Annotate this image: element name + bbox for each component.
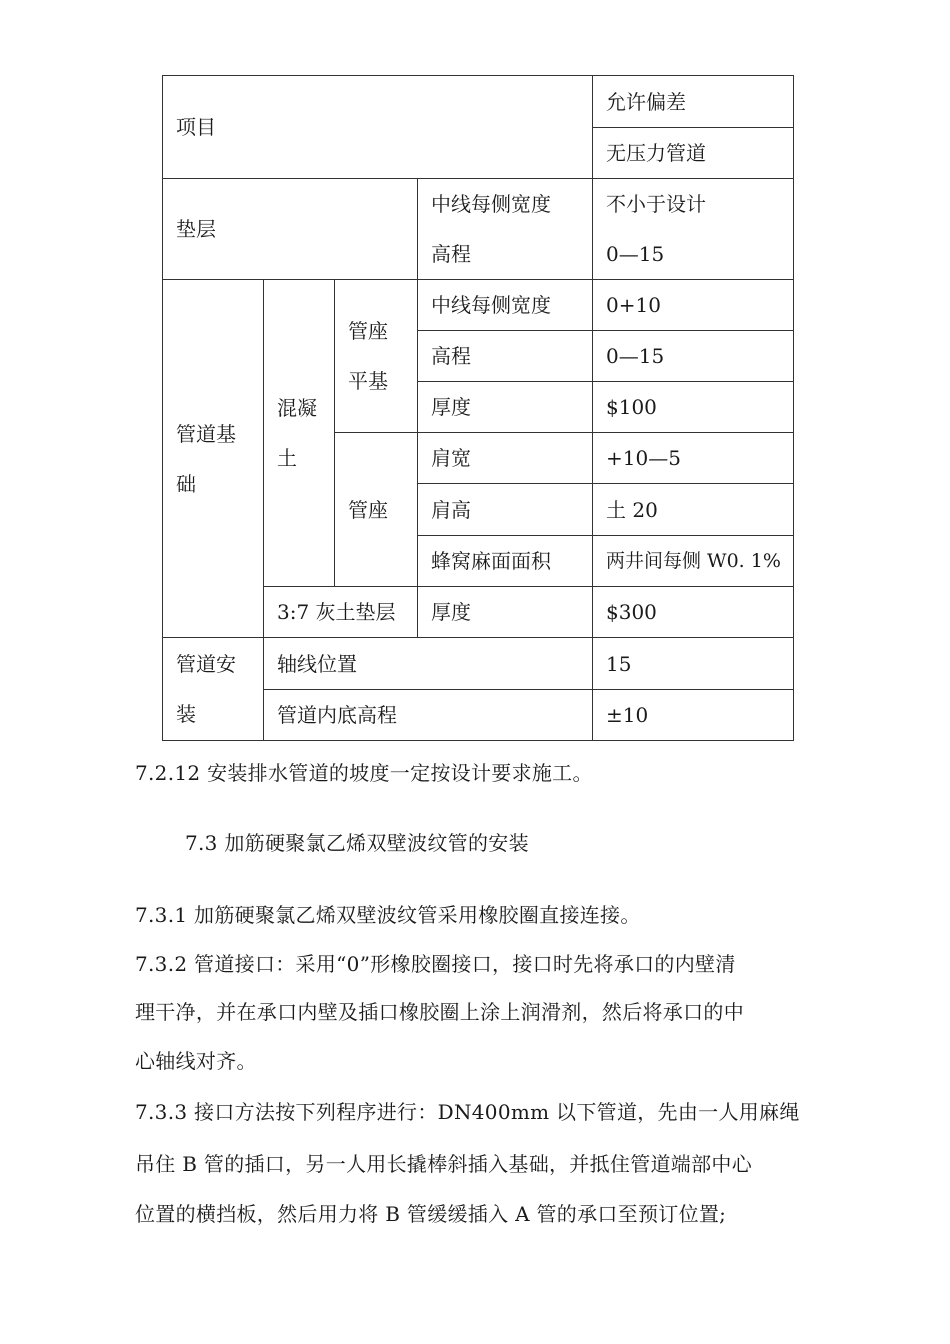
install-row-value: ±10 xyxy=(593,690,794,741)
cushion-values xyxy=(593,179,794,280)
concrete-label: 混凝土 xyxy=(264,280,335,587)
paragraph-7-3-2-line: 7.3.2 管道接口：采用“0”形橡胶圈接口，接口时先将承口的内壁清 xyxy=(135,952,736,976)
foundation-label: 管道基础 xyxy=(163,280,264,638)
paragraph-7-3-3-line: 7.3.3 接口方法按下列程序进行：DN400mm 以下管道，先由一人用麻绳 xyxy=(135,1100,800,1124)
deviation-table xyxy=(162,75,794,741)
header-item: 项目 xyxy=(163,76,593,179)
seat-row-label: 肩宽 xyxy=(418,433,593,484)
cushion-label: 垫层 xyxy=(163,179,418,280)
paragraph-7-3-3-line: 吊住 B 管的插口，另一人用长撬棒斜插入基础，并抵住管道端部中心 xyxy=(135,1152,753,1176)
install-row-value: 15 xyxy=(593,638,794,690)
pipe-seat-label: 管座 xyxy=(335,433,418,587)
cushion-params xyxy=(418,179,593,280)
cushion-elev-value: 0—15 xyxy=(606,242,665,266)
flat-row-value: 0+10 xyxy=(593,280,794,331)
flat-row-label: 高程 xyxy=(418,331,593,382)
header-no-pressure-pipe: 无压力管道 xyxy=(593,128,794,179)
install-label: 管道安装 xyxy=(163,638,264,741)
flat-row-value: $100 xyxy=(593,382,794,433)
seat-row-value: +10—5 xyxy=(593,433,794,484)
cushion-width-value: 不小于设计 xyxy=(606,192,706,216)
lime-row-value: $300 xyxy=(593,587,794,638)
install-row-label: 管道内底高程 xyxy=(264,690,593,741)
flat-row-label: 中线每侧宽度 xyxy=(418,280,593,331)
paragraph-7-3-2-line: 理干净，并在承口内壁及插口橡胶圈上涂上润滑剂，然后将承口的中 xyxy=(135,1000,744,1024)
cushion-elev-label: 高程 xyxy=(431,242,471,266)
install-row-label: 轴线位置 xyxy=(264,638,593,690)
cushion-width-label: 中线每侧宽度 xyxy=(431,192,551,216)
flat-row-value: 0—15 xyxy=(593,331,794,382)
seat-row-value: 两井间每侧 W0. 1% xyxy=(593,536,794,587)
paragraph-7-3-2-line: 心轴线对齐。 xyxy=(135,1049,257,1073)
paragraph-7-3-3-line: 位置的横挡板，然后用力将 B 管缓缓插入 A 管的承口至预订位置; xyxy=(135,1202,727,1226)
flat-row-label: 厚度 xyxy=(418,382,593,433)
seat-row-label: 肩高 xyxy=(418,484,593,536)
section-heading-7-3: 7.3 加筋硬聚氯乙烯双壁波纹管的安装 xyxy=(185,831,529,855)
seat-row-label: 蜂窝麻面面积 xyxy=(418,536,593,587)
lime-row-label: 厚度 xyxy=(418,587,593,638)
paragraph-7-2-12: 7.2.12 安装排水管道的坡度一定按设计要求施工。 xyxy=(135,761,593,785)
flat-base-label: 管座平基 xyxy=(335,280,418,433)
seat-row-value: 土 20 xyxy=(593,484,794,536)
header-allowed-deviation: 允许偏差 xyxy=(593,76,794,128)
paragraph-7-3-1: 7.3.1 加筋硬聚氯乙烯双壁波纹管采用橡胶圈直接连接。 xyxy=(135,903,641,927)
lime-soil-label: 3:7 灰土垫层 xyxy=(264,587,418,638)
